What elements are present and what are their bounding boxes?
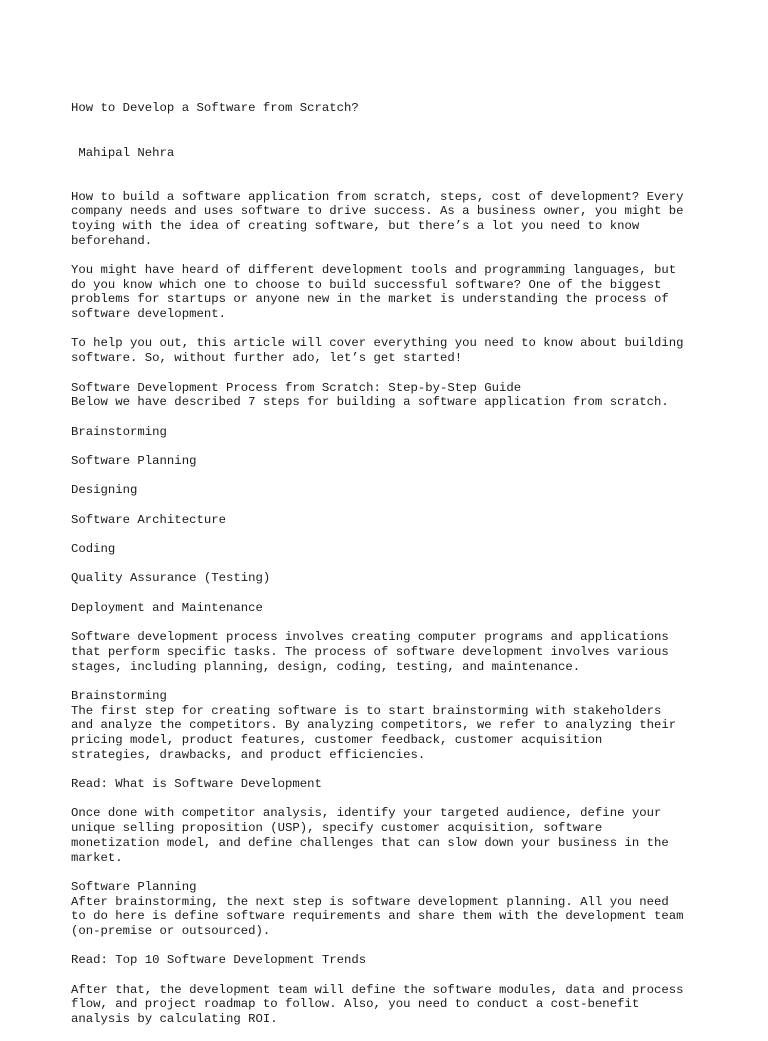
paragraph-gap: [71, 527, 731, 542]
text-line: Software Development Process from Scratch: Step-by-Step Guide: [71, 380, 522, 395]
paragraph: [71, 190, 731, 249]
text-line: to do here is define software requirements and share them with the development team: [71, 909, 684, 924]
paragraph: [71, 953, 731, 968]
text-line: software development.: [71, 307, 226, 322]
text-line: The first step for creating software is to start brainstorming with stakeholders: [71, 703, 662, 718]
document-body: [71, 190, 731, 1027]
paragraph: [71, 983, 731, 1027]
paragraph: [71, 689, 731, 762]
text-line: How to build a software application from scratch, steps, cost of development? Every: [71, 189, 684, 204]
paragraph-gap: [71, 674, 731, 689]
paragraph: [71, 483, 731, 498]
text-line: Software Architecture: [71, 512, 226, 527]
paragraph: [71, 263, 731, 322]
document-title: How to Develop a Software from Scratch?: [71, 101, 359, 116]
text-line: Coding: [71, 542, 116, 557]
text-line: stages, including planning, design, coding, testing, and maintenance.: [71, 659, 581, 674]
text-line: After brainstorming, the next step is software development planning. All you need: [71, 894, 669, 909]
text-line: toying with the idea of creating software, but there’s a lot you need to know: [71, 218, 640, 233]
text-line: Software development process involves creating computer programs and applications: [71, 630, 669, 645]
paragraph-gap: [71, 469, 731, 484]
text-line: unique selling proposition (USP), specify customer acquisition, software: [71, 821, 603, 836]
paragraph: [71, 601, 731, 616]
paragraph-gap: [71, 968, 731, 983]
paragraph: [71, 630, 731, 674]
text-line: analysis by calculating ROI.: [71, 1012, 278, 1027]
text-line: that perform specific tasks. The process of software development involves various: [71, 644, 669, 659]
text-line: Brainstorming: [71, 688, 167, 703]
text-line: Software Planning: [71, 453, 197, 468]
paragraph-gap: [71, 616, 731, 631]
text-line: Deployment and Maintenance: [71, 600, 263, 615]
text-line: company needs and uses software to drive success. As a business owner, you might be: [71, 204, 684, 219]
text-line: Below we have described 7 steps for building a software application from scratch.: [71, 395, 669, 410]
text-line: pricing model, product features, customer feedback, customer acquisition: [71, 733, 603, 748]
paragraph-gap: [71, 366, 731, 381]
text-line: do you know which one to choose to build successful software? One of the biggest: [71, 277, 662, 292]
paragraph-gap: [71, 248, 731, 263]
paragraph-gap: [71, 439, 731, 454]
paragraph-gap: [71, 322, 731, 337]
paragraph: [71, 542, 731, 557]
document-page: [71, 72, 731, 1041]
text-line: Brainstorming: [71, 424, 167, 439]
text-line: Read: What is Software Development: [71, 777, 322, 792]
text-line: Read: Top 10 Software Development Trends: [71, 953, 367, 968]
paragraph-gap: [71, 498, 731, 513]
paragraph: [71, 513, 731, 528]
text-line: software. So, without further ado, let’s get started!: [71, 351, 463, 366]
paragraph: [71, 571, 731, 586]
paragraph-gap: [71, 939, 731, 954]
paragraph-gap: [71, 557, 731, 572]
paragraph: [71, 336, 731, 365]
text-line: To help you out, this article will cover everything you need to know about building: [71, 336, 684, 351]
paragraph-gap: [71, 762, 731, 777]
paragraph-gap: [71, 410, 731, 425]
paragraph-gap: [71, 865, 731, 880]
text-line: Software Planning: [71, 879, 197, 894]
text-line: and analyze the competitors. By analyzing competitors, we refer to analyzing their: [71, 718, 677, 733]
paragraph: [71, 777, 731, 792]
paragraph: [71, 880, 731, 939]
document-author: Mahipal Nehra: [71, 145, 175, 160]
text-line: Once done with competitor analysis, identify your targeted audience, define your: [71, 806, 662, 821]
text-line: problems for startups or anyone new in the market is understanding the process of: [71, 292, 669, 307]
paragraph-gap: [71, 586, 731, 601]
text-line: monetization model, and define challenges that can slow down your business in the: [71, 835, 669, 850]
paragraph-gap: [71, 792, 731, 807]
text-line: strategies, drawbacks, and product efficiencies.: [71, 747, 426, 762]
text-line: After that, the development team will define the software modules, data and process: [71, 982, 684, 997]
paragraph: [71, 381, 731, 410]
paragraph: [71, 425, 731, 440]
text-line: beforehand.: [71, 233, 153, 248]
text-line: You might have heard of different development tools and programming languages, but: [71, 263, 677, 278]
text-line: flow, and project roadmap to follow. Also, you need to conduct a cost-benefit: [71, 997, 640, 1012]
text-line: (on-premise or outsourced).: [71, 923, 271, 938]
text-line: market.: [71, 850, 123, 865]
paragraph: [71, 454, 731, 469]
paragraph: [71, 806, 731, 865]
text-line: Quality Assurance (Testing): [71, 571, 271, 586]
text-line: Designing: [71, 483, 138, 498]
